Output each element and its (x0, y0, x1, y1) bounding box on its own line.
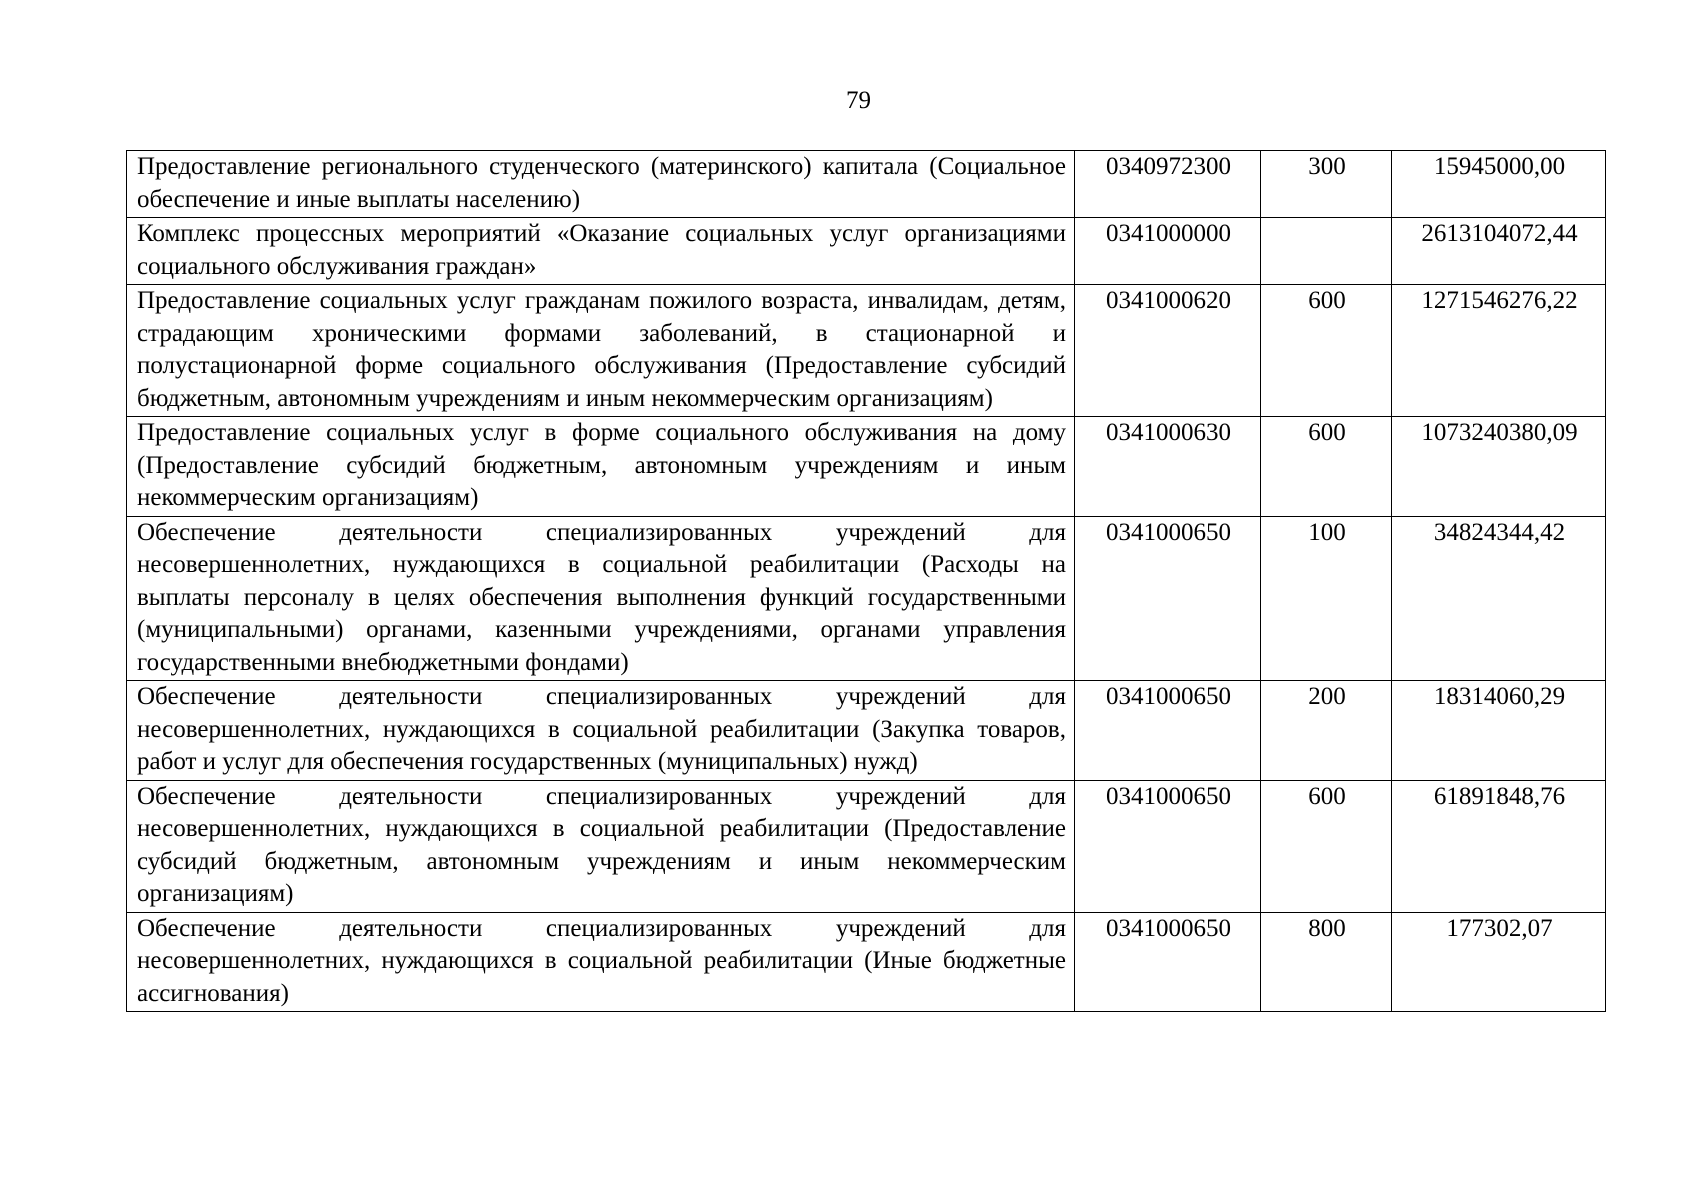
expense-type-cell: 600 (1261, 417, 1392, 517)
table-row (127, 780, 1606, 912)
expense-type-cell: 300 (1261, 151, 1392, 218)
table-row (127, 151, 1606, 218)
expense-type-cell (1261, 218, 1392, 285)
target-code-cell: 0341000650 (1075, 912, 1261, 1012)
amount-cell: 1271546276,22 (1392, 285, 1606, 417)
expense-type-cell: 100 (1261, 516, 1392, 681)
amount-cell: 1073240380,09 (1392, 417, 1606, 517)
expense-type-cell: 200 (1261, 681, 1392, 781)
budget-table (126, 150, 1606, 1012)
table-row (127, 218, 1606, 285)
expense-name-cell: Обеспечение деятельности специализированных учреждений для несовершеннолетних, нуждающихся в социальной реабилитации (Закупка товаров, работ и услуг для обеспечения государственных (муниципальных) нужд) (127, 681, 1075, 781)
amount-cell: 34824344,42 (1392, 516, 1606, 681)
amount-cell: 18314060,29 (1392, 681, 1606, 781)
expense-type-cell: 600 (1261, 285, 1392, 417)
target-code-cell: 0341000650 (1075, 780, 1261, 912)
target-code-cell: 0341000620 (1075, 285, 1261, 417)
target-code-cell: 0341000650 (1075, 516, 1261, 681)
table-row (127, 417, 1606, 517)
table-row (127, 681, 1606, 781)
amount-cell: 177302,07 (1392, 912, 1606, 1012)
amount-cell: 2613104072,44 (1392, 218, 1606, 285)
table-row (127, 912, 1606, 1012)
target-code-cell: 0341000630 (1075, 417, 1261, 517)
expense-name-cell: Предоставление социальных услуг в форме социального обслуживания на дому (Предоставление субсидий бюджетным, автономным учреждениям и иным некоммерческим организациям) (127, 417, 1075, 517)
table-row (127, 516, 1606, 681)
target-code-cell: 0341000650 (1075, 681, 1261, 781)
expense-type-cell: 800 (1261, 912, 1392, 1012)
target-code-cell: 0340972300 (1075, 151, 1261, 218)
expense-name-cell: Предоставление регионального студенческого (материнского) капитала (Социальное обеспечение и иные выплаты населению) (127, 151, 1075, 218)
expense-name-cell: Обеспечение деятельности специализированных учреждений для несовершеннолетних, нуждающихся в социальной реабилитации (Расходы на выплаты персоналу в целях обеспечения выполнения функций государственными (муниципальными) органами, казенными учреждениями, органами управления государственными внебюджетными фондами) (127, 516, 1075, 681)
page-number: 79 (846, 87, 871, 114)
table-row (127, 285, 1606, 417)
expense-type-cell: 600 (1261, 780, 1392, 912)
target-code-cell: 0341000000 (1075, 218, 1261, 285)
amount-cell: 15945000,00 (1392, 151, 1606, 218)
expense-name-cell: Комплекс процессных мероприятий «Оказание социальных услуг организациями социального обслуживания граждан» (127, 218, 1075, 285)
amount-cell: 61891848,76 (1392, 780, 1606, 912)
expense-name-cell: Обеспечение деятельности специализированных учреждений для несовершеннолетних, нуждающихся в социальной реабилитации (Иные бюджетные ассигнования) (127, 912, 1075, 1012)
expense-name-cell: Обеспечение деятельности специализированных учреждений для несовершеннолетних, нуждающихся в социальной реабилитации (Предоставление субсидий бюджетным, автономным учреждениям и иным некоммерческим организациям) (127, 780, 1075, 912)
expense-name-cell: Предоставление социальных услуг гражданам пожилого возраста, инвалидам, детям, страдающим хроническими формами заболеваний, в стационарной и полустационарной форме социального обслуживания (Предоставление субсидий бюджетным, автономным учреждениям и иным некоммерческим организациям) (127, 285, 1075, 417)
